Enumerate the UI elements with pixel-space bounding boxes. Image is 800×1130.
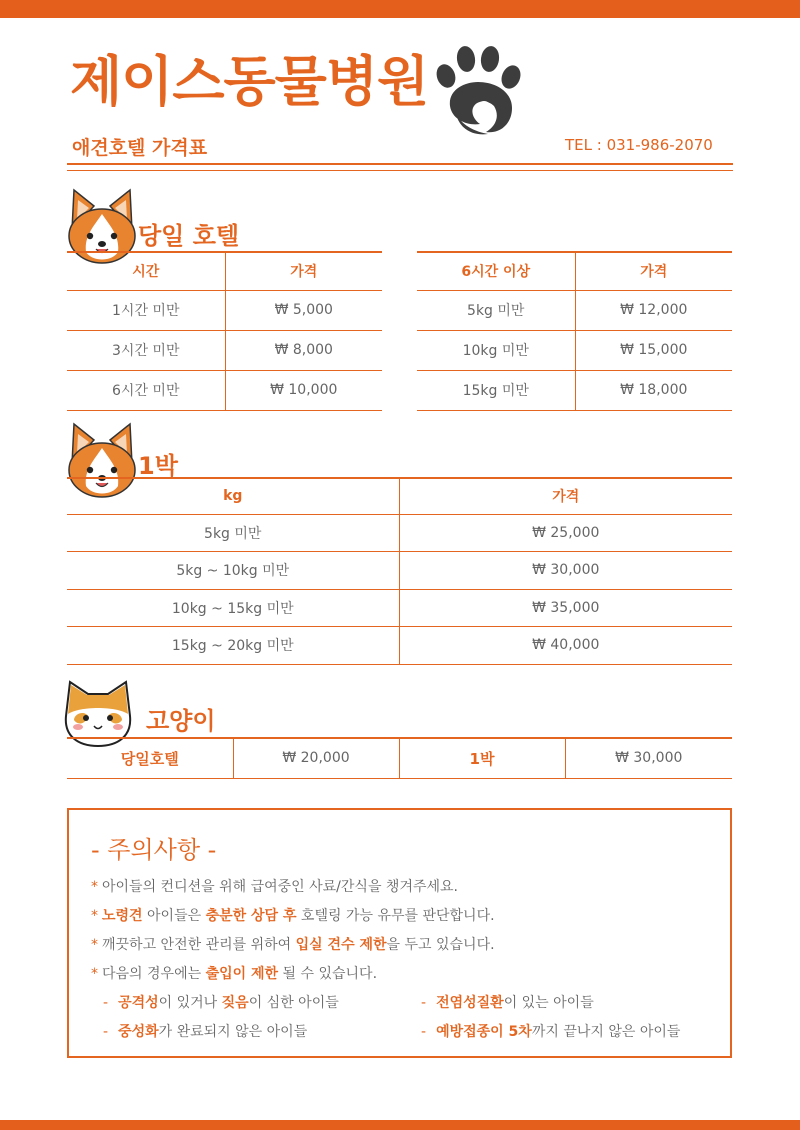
notice-item: * 다음의 경우에는 출입이 제한 될 수 있습니다. [91, 966, 378, 982]
table-row [417, 370, 732, 410]
restriction-item: - 전염성질환이 있는 아이들 [421, 995, 594, 1011]
table-row [67, 514, 732, 552]
table-row [67, 589, 732, 627]
table-row [67, 370, 382, 410]
notice-item: * 깨끗하고 안전한 관리를 위하여 입실 견수 제한을 두고 있습니다. [91, 937, 495, 953]
day-hotel-title: 당일 호텔 [138, 222, 240, 250]
table-cell: ₩ 8,000 [225, 330, 382, 370]
notice-item: * 노령견 아이들은 충분한 상담 후 호텔링 가능 유무를 판단합니다. [91, 908, 495, 924]
notice-title: - 주의사항 - [91, 836, 217, 864]
table-cell: 당일호텔 [67, 738, 233, 778]
table-row [67, 552, 732, 590]
table-cell: ₩ 25,000 [399, 514, 732, 552]
table-cell: 10kg ~ 15kg 미만 [67, 589, 399, 627]
table-header-row [67, 478, 732, 514]
paw-logo-icon [430, 44, 526, 136]
table-cell: ₩ 18,000 [575, 370, 732, 410]
table-cell: 1박 [399, 738, 565, 778]
table-row [417, 330, 732, 370]
cat-price-table [67, 737, 732, 779]
table-header-row [67, 252, 382, 290]
header-divider-thin [67, 170, 733, 171]
table-cell: 5kg 미만 [417, 290, 575, 330]
table-cell: 1시간 미만 [67, 290, 225, 330]
top-accent-bar [0, 0, 800, 18]
notice-box [67, 808, 732, 1058]
table-cell: 10kg 미만 [417, 330, 575, 370]
column-header: 가격 [575, 252, 732, 290]
table-cell: ₩ 30,000 [565, 738, 732, 778]
column-header: 가격 [399, 478, 732, 514]
column-header: 가격 [225, 252, 382, 290]
column-header: kg [67, 478, 399, 514]
column-header: 시간 [67, 252, 225, 290]
table-cell: 3시간 미만 [67, 330, 225, 370]
phone-number: TEL : 031-986-2070 [565, 136, 713, 154]
table-cell: 5kg 미만 [67, 514, 399, 552]
day-hotel-weight-table [417, 251, 732, 411]
table-row [67, 290, 382, 330]
restriction-item: - 공격성이 있거나 짖음이 심한 아이들 [103, 995, 339, 1011]
table-row [67, 330, 382, 370]
clinic-name: 제이스동물병원 [70, 50, 429, 113]
table-row [417, 290, 732, 330]
table-cell: ₩ 12,000 [575, 290, 732, 330]
table-cell: ₩ 15,000 [575, 330, 732, 370]
table-cell: 15kg ~ 20kg 미만 [67, 627, 399, 665]
restriction-item: - 중성화가 완료되지 않은 아이들 [103, 1024, 308, 1040]
table-header-row [417, 252, 732, 290]
overnight-table [67, 477, 732, 665]
table-cell: ₩ 5,000 [225, 290, 382, 330]
table-cell: ₩ 30,000 [399, 552, 732, 590]
table-cell: 15kg 미만 [417, 370, 575, 410]
table-cell: ₩ 35,000 [399, 589, 732, 627]
overnight-title: 1박 [138, 452, 178, 480]
table-row [67, 627, 732, 665]
price-table-subtitle: 애견호텔 가격표 [72, 137, 208, 159]
day-hotel-time-table [67, 251, 382, 411]
table-cell: ₩ 20,000 [233, 738, 399, 778]
notice-item: * 아이들의 컨디션을 위해 급여중인 사료/간식을 챙겨주세요. [91, 879, 458, 895]
bottom-accent-bar [0, 1120, 800, 1130]
restriction-item: - 예방접종이 5차까지 끝나지 않은 아이들 [421, 1024, 681, 1040]
table-cell: 6시간 미만 [67, 370, 225, 410]
cat-title: 고양이 [146, 707, 216, 735]
header-divider [67, 163, 733, 165]
table-cell: ₩ 10,000 [225, 370, 382, 410]
table-cell: ₩ 40,000 [399, 627, 732, 665]
column-header: 6시간 이상 [417, 252, 575, 290]
table-cell: 5kg ~ 10kg 미만 [67, 552, 399, 590]
table-row [67, 738, 732, 778]
